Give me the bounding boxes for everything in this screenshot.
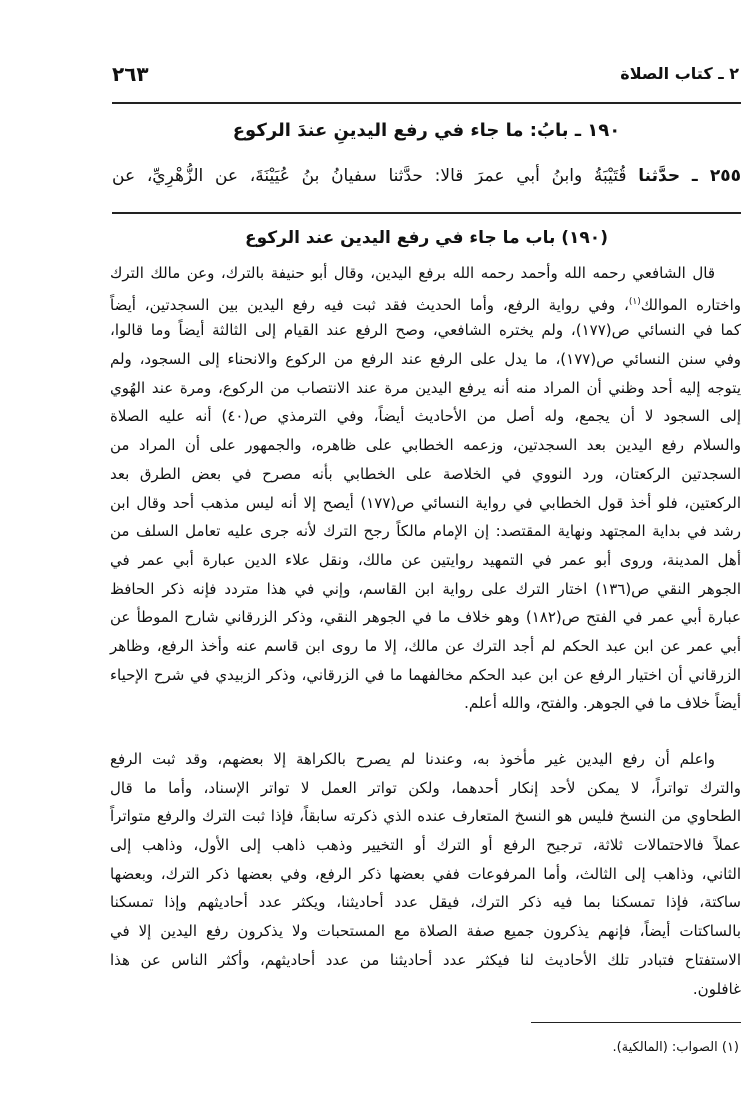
- text-line: الجوهر النقي ص(١٣٦) اختار الترك على رواية ابن القاسم، وإني في هذا متردد فإنه ذكر الحافظ: [110, 579, 741, 598]
- text-line: والسلام رفع اليدين بعد السجدتين، وزعمه الخطابي على ظاهره، والجمهور على أن المراد من: [110, 436, 741, 455]
- text-line: عملاً فالاحتمالات ثلاثة، ترجيح الرفع أو الترك أو التخيير وذهب ذاهب إلى الأول، وذاهب إلى: [110, 836, 741, 855]
- text-line: بالساكتات أيضاً، فإنهم يذكرون جميع صفة الصلاة مع المستحبات ولا يذكرون رفع اليدين إلا في: [110, 922, 741, 941]
- footnote-marker[interactable]: (١): [628, 296, 641, 307]
- running-header-title: ٢ ـ كتاب الصلاة: [620, 64, 739, 83]
- header-divider: [112, 102, 741, 104]
- text-line: الاستفتاح فتبادر تلك الأحاديث لنا فيكثر عدد أحاديثنا من عدد أحاديثهم، وأكثر الناس عن هذا: [110, 950, 741, 969]
- footnote: (١) الصواب: (المالكية).: [612, 1040, 739, 1055]
- page-number: ٢٦٣: [112, 62, 149, 86]
- text-line: الطحاوي من النسخ فليس هو النسخ المتعارف عنده الذي ذكرته سابقاً، فإذا ثبت الترك والرفع متواتراً: [110, 807, 741, 826]
- text-line: أهل المدينة، وروى أبو عمر في التمهيد روايتين عن مالك، ونقل علاء الدين عبارة أبي عمر في: [110, 550, 741, 569]
- text-line: الزرقاني أن اختيار الرفع عن ابن عبد الحكم مخالفهما ما في الزرقاني، وذكر الزبيدي في شرح الإحياء: [110, 665, 741, 684]
- text-line: ساكتة، فإذا تمسكنا بما فيه ذكر الترك، فيقل عدد أحاديثنا، ويكثر عدد أحاديثهم وإذا تمسكنا: [110, 893, 741, 912]
- text-line: إلى السجود لا أن يجمع، وله أصل من الأحاديث أيضاً، وفي الترمذي ص(٤٠) أنه عليه الصلاة: [110, 407, 741, 426]
- text-line: قال الشافعي رحمه الله وأحمد رحمه الله برفع اليدين، وقال أبو حنيفة بالترك، وعن مالك الترك: [110, 264, 715, 282]
- text-line: أبي عمر عن ابن عبد الحكم لم أجد الترك عن مالك، إلا ما روى ابن قاسم عنه وأخذ الرفع، وظاهر: [110, 636, 741, 655]
- text-segment: ، وفي رواية الرفع، وأما الحديث فقد ثبت فيه رفع اليدين بين السجدتين، أيضاً: [110, 295, 629, 314]
- text-line: أيضاً خلاف ما في الجوهر. والفتح، والله أعلم.: [464, 694, 741, 713]
- footnote-divider: [531, 1022, 741, 1023]
- chapter-heading: ١٩٠ ـ بابُ: ما جاء في رفع اليدينِ عندَ الركوع: [232, 120, 621, 141]
- text-line: كما في النسائي ص(١٧٧)، ولم يختره الشافعي، وصح الرفع عند القيام إلى الثالثة أيضاً وما قالوا،: [110, 321, 741, 340]
- text-line: يتوجه إليه أحد وظني أن المراد منه أنه يرفع اليدين مرة عند الانتصاب من الركوع، ومرة عند الهُوي: [110, 378, 741, 397]
- text-line: الثاني، وذاهب إلى الثالث، وأما المرفوعات ففي بعضها ذكر الرفع، وفي بعضها ذكر الترك، وبعضها: [110, 864, 741, 883]
- text-line: الركعتين، فلو أخذ قول الخطابي في رواية النسائي ص(١٧٧) أيصح إلا أنه ليس مذهب أحد وقال ابن: [110, 493, 741, 512]
- text-line: واعلم أن رفع اليدين غير مأخوذ به، وعندنا لم يصرح بالكراهة إلا بعضهم، وقد ثبت الرفع: [110, 750, 715, 768]
- text-line: وفي سنن النسائي ص(١٧٧)، ما يدل على الرفع عند الرفع من الركوع والانحناء إلى السجود، ولم: [110, 350, 741, 369]
- text-line: والترك تواتراً، لا يمكن لأحد إنكار أحدهما، ولكن تواتر العمل لا تواتر الإسناد، وأما ما قال: [110, 778, 741, 797]
- text-segment: واختاره الموالك: [640, 295, 741, 314]
- hadith-lead: حدَّثنا: [638, 166, 681, 186]
- text-line: غافلون.: [692, 979, 741, 998]
- hadith-body: قُتَيْبَةُ وابنُ أبي عمرَ قالا: حدَّثنا سفيانُ بنُ عُيَيْنَةَ، عن الزُّهْرِيِّ، عن: [112, 166, 627, 186]
- section-divider: [112, 212, 741, 214]
- text-line: رشد في بداية المجتهد ونهاية المقتصد: إن الإمام مالكاً رجح الترك لأنه جرى عليه تعامل السلف من: [110, 522, 741, 541]
- hadith-number: ٢٥٥ ـ: [691, 166, 742, 186]
- commentary-heading: (١٩٠) باب ما جاء في رفع اليدين عند الركوع: [245, 228, 608, 248]
- commentary-paragraph-1: [110, 259, 741, 718]
- commentary-paragraph-2: [110, 745, 741, 1003]
- text-line: [110, 288, 741, 317]
- hadith-text: [112, 166, 741, 186]
- text-line: السجدتين الركعتان، ورد النووي في الخلاصة على الخطابي بأنه مصرح في بعض الطرق بعد: [110, 464, 741, 483]
- text-line: عبارة أبي عمر في الفتح ص(١٨٢) وهو خلاف ما في الجوهر النقي، وذكر الزرقاني شارح الموطأ عن: [110, 608, 741, 627]
